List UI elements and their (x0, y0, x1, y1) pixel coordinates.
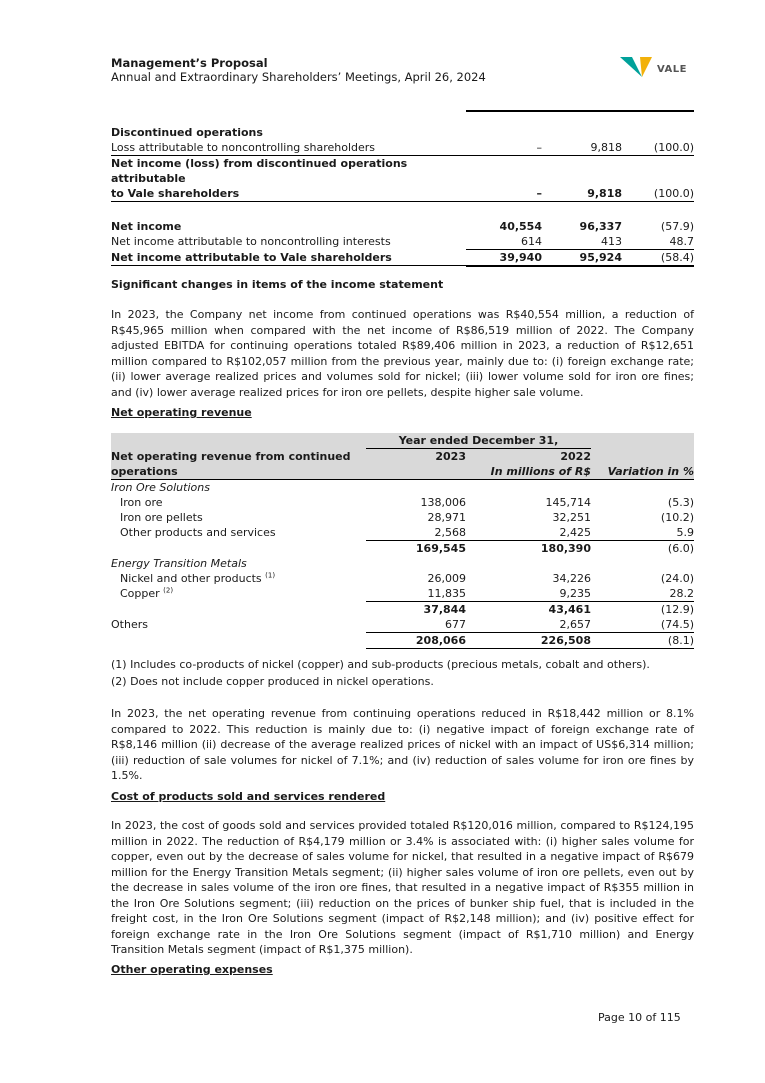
table-row (111, 125, 694, 140)
footnote-ref: (2) (163, 586, 174, 595)
variation: (6.0) (667, 542, 694, 555)
value-2022: 95,924 (542, 249, 622, 266)
table-row (111, 510, 694, 525)
row-label-copper: Copper $^{(2)}$ (120, 586, 174, 601)
row-label: to Vale shareholders (111, 186, 466, 202)
value-2022: 34,226 (552, 572, 591, 585)
variation: (10.2) (660, 511, 694, 524)
significant-changes-paragraph: In 2023, the Company net income from continued operations was R$40,554 million, a reduction of R$45,965 million when compared with the net income of R$86,519 million of 2022. The Company adjusted EBITDA for continuing operations totaled R$89,406 million in 2023, a reduction of R$12,651 million compared to R$102,057 million from the previous year, mainly due to: (i) foreign exchange rate; (ii) lower average realized prices and volumes sold for nickel; (iii) lower volume sold for iron ore fines; and (iv) lower average realized prices for iron ore pellets, despite higher sale volume. (111, 308, 694, 399)
value-2022: 96,337 (579, 219, 622, 233)
row-label-nickel: Nickel and other products $^{(1)}$ (120, 571, 276, 585)
table-row (111, 571, 694, 586)
value-2023: 26,009 (427, 572, 466, 585)
value-2022: 2,425 (466, 525, 591, 541)
vale-logo-text: VALE (657, 64, 688, 75)
row-label: Net income (loss) from discontinued operations attributable (111, 156, 466, 187)
value-2023: 208,066 (366, 633, 466, 649)
value-2023: – (536, 141, 542, 154)
income-summary-table (111, 107, 694, 267)
row-label: Iron ore pellets (120, 511, 203, 524)
value-2022: 180,390 (540, 542, 591, 555)
value-2022: 145,714 (545, 496, 591, 509)
value-2023: 28,971 (427, 511, 466, 524)
table-row (111, 234, 694, 250)
page-number: Page 10 of 115 (598, 1011, 681, 1024)
table-header-row (111, 433, 694, 449)
table-row (111, 586, 694, 602)
table-row (111, 156, 694, 187)
row-label: Net income (111, 219, 182, 233)
value-2023: 37,844 (423, 603, 466, 616)
subtotal-row (111, 541, 694, 557)
units-header: In millions of R$ (466, 464, 591, 480)
row-label: Discontinued operations (111, 126, 263, 139)
value-2022: 9,235 (466, 586, 591, 602)
row-label: Other products and services (120, 526, 276, 540)
table-row (111, 140, 694, 156)
year-2022-header: 2022 (466, 449, 591, 465)
row-label: Iron ore (120, 496, 163, 509)
variation: 48.7 (669, 234, 694, 248)
cost-paragraph: In 2023, the cost of goods sold and services provided totaled R$120,016 million, compared to R$124,195 million in 2022. The reduction of R$4,179 million or 3.4% is associated with: (i) higher sales volume for copper, even out by the decrease of sales volume for nickel, that resulted in a negative impact of R$679 million for the Energy Transition Metals segment; (ii) higher sales volume of iron ore pellets, even out by the decrease in sales volume of the iron ore fines, that resulted in a negative impact of R$355 million in the Iron Ore Solutions segment; (iii) reduction on the prices of bunker ship fuel, that is included in the freight cost, in the Iron Ore Solutions segment (impact of R$2,148 million); and (iv) positive effect for foreign exchange rate in the Iron Ore Solutions segment (impact of R$1,710 million) and Energy Transition Metals segment (impact of R$1,375 million). (111, 819, 694, 956)
table-header-row (111, 449, 694, 465)
variation: 5.9 (591, 525, 694, 541)
table-row (111, 495, 694, 510)
table-row (111, 186, 694, 202)
section-heading-other-expenses: Other operating expenses (111, 963, 273, 976)
total-row (111, 633, 694, 649)
variation: (24.0) (660, 572, 694, 585)
footnote-2: (2) Does not include copper produced in nickel operations. (111, 675, 434, 688)
value-2022: 32,251 (552, 511, 591, 524)
value-2023: – (466, 186, 542, 202)
year-2023-header: 2023 (366, 449, 466, 465)
value-2023: 169,545 (415, 542, 466, 555)
revenue-paragraph: In 2023, the net operating revenue from continuing operations reduced in R$18,442 million or 8.1% compared to 2022. This reduction is mainly due to: (i) negative impact of foreign exchange rate of R$8,146 million (ii) decrease of the average realized prices of nickel with an impact of US$6,314 million; (iii) reduction of sale volumes for nickel of 7.1%; and (iv) reduction of sales volume for iron ore fines by 1.5%. (111, 707, 694, 782)
period-header: Year ended December 31, (366, 433, 591, 449)
row-label: Net income attributable to noncontrolling interests (111, 234, 391, 248)
document-subtitle: Annual and Extraordinary Shareholders’ Meetings, April 26, 2024 (111, 70, 486, 84)
variation: (5.3) (667, 496, 694, 509)
value-2023: 39,940 (466, 249, 542, 266)
variation: (100.0) (622, 186, 694, 202)
subtotal-row (111, 602, 694, 618)
variation: (57.9) (660, 219, 694, 233)
variation: (8.1) (591, 633, 694, 649)
section-heading-cost: Cost of products sold and services rendered (111, 790, 386, 803)
footnote-ref: (1) (265, 571, 276, 580)
section-heading-net-operating-revenue: Net operating revenue (111, 406, 252, 419)
table-row (111, 525, 694, 541)
table-row (111, 480, 694, 496)
group-title-energy: Energy Transition Metals (111, 557, 247, 570)
value-2022: 9,818 (590, 141, 622, 154)
table-row (111, 249, 694, 266)
variation: (74.5) (591, 617, 694, 633)
value-2023: 40,554 (499, 219, 542, 233)
value-2022: 9,818 (542, 186, 622, 202)
value-2023: 138,006 (420, 496, 466, 509)
variation-header: Variation in % (591, 464, 694, 480)
value-2023: 614 (521, 234, 542, 248)
variation: (12.9) (660, 603, 694, 616)
section-heading-significant-changes: Significant changes in items of the income statement (111, 278, 444, 291)
row-label: Net income attributable to Vale shareholders (111, 249, 466, 266)
table-label-header: Net operating revenue from continued (111, 449, 366, 465)
value-2022: 413 (601, 234, 622, 248)
table-label-header-cont: operations (111, 464, 366, 480)
value-2022: 43,461 (548, 603, 591, 616)
table-row (111, 556, 694, 571)
table-header-row (111, 464, 694, 480)
value-2022: 226,508 (466, 633, 591, 649)
footnote-1: (1) Includes co-products of nickel (copper) and sub-products (precious metals, cobalt and others). (111, 658, 650, 671)
value-2023: 2,568 (366, 525, 466, 541)
group-title-iron-ore: Iron Ore Solutions (111, 481, 210, 494)
value-2022: 2,657 (466, 617, 591, 633)
table-row (111, 617, 694, 633)
document-title: Management’s Proposal (111, 56, 268, 70)
row-label: Others (111, 618, 148, 632)
table-row (111, 219, 694, 234)
variation: (58.4) (622, 249, 694, 266)
value-2023: 677 (366, 617, 466, 633)
variation: 28.2 (591, 586, 694, 602)
variation: (100.0) (653, 141, 694, 154)
net-operating-revenue-table (111, 433, 694, 649)
value-2023: 11,835 (366, 586, 466, 602)
row-label: Loss attributable to noncontrolling shareholders (111, 141, 376, 154)
